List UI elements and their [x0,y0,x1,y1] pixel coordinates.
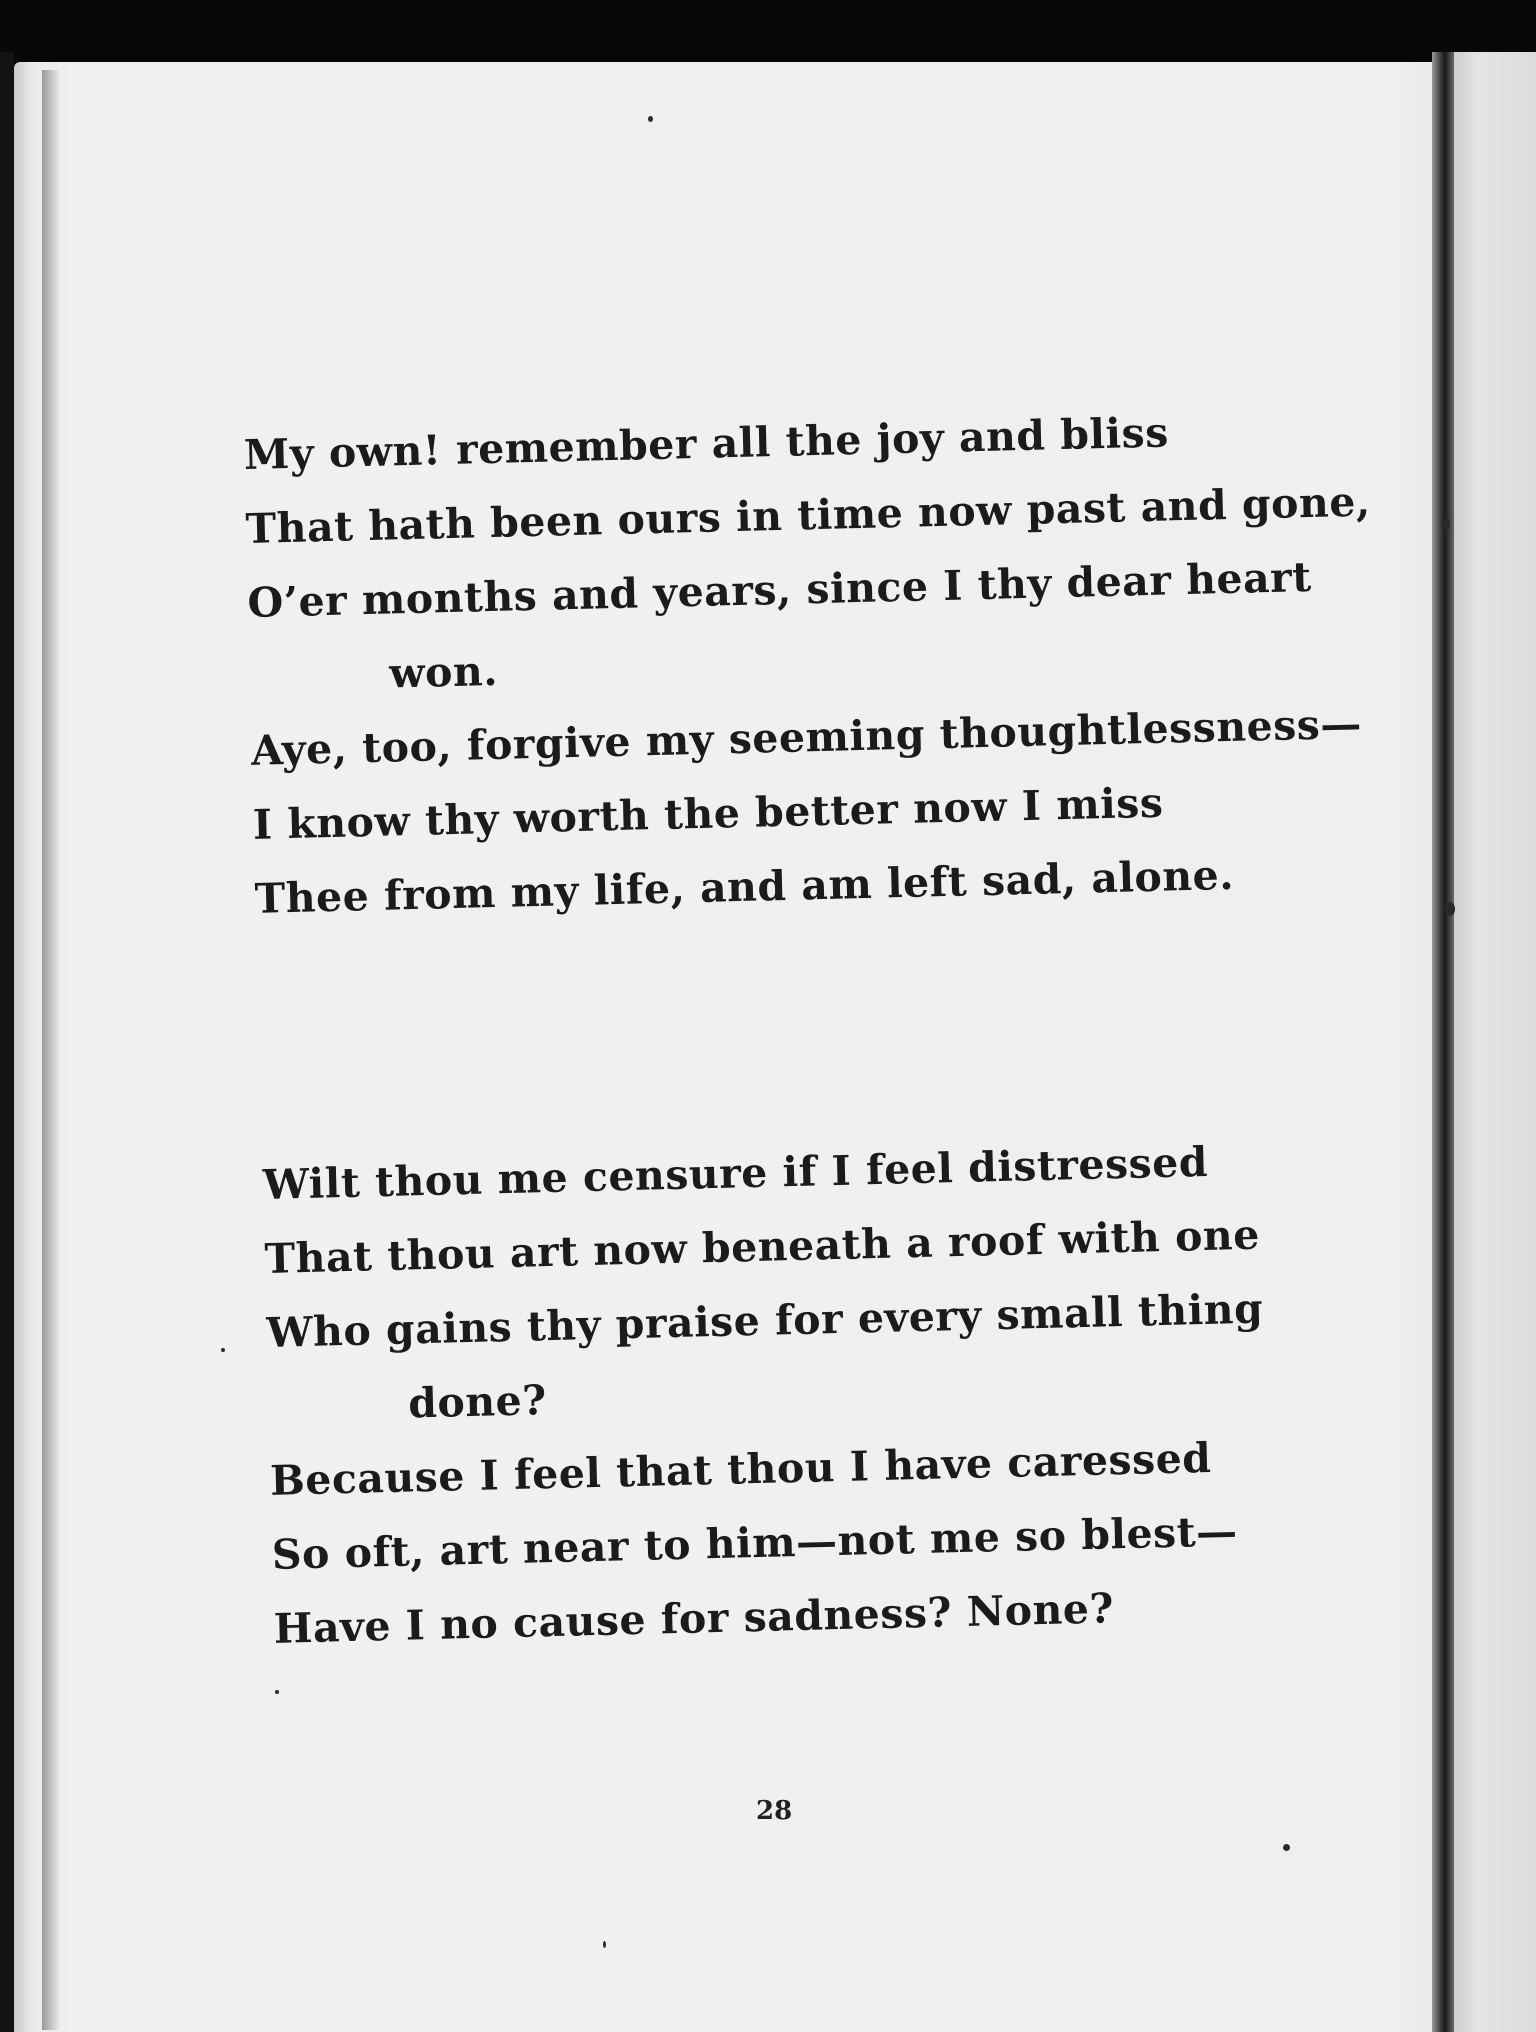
poem-line: That thou art now beneath a roof with one [264,1210,1261,1283]
paper-speck [1445,902,1455,916]
book-spine [1432,52,1454,2032]
poem-line: So oft, art near to him—not me so blest— [271,1507,1239,1579]
poem-line: Aye, too, forgive my seeming thoughtlessness— [250,699,1363,775]
page-edge-shadow [42,70,60,2030]
paper-speck [275,1690,279,1694]
poem-line: done? [407,1376,548,1428]
paper-speck [1442,518,1450,530]
page-number: 28 [756,1796,793,1826]
poem-stanza-2 [262,1124,1271,1666]
poem-line: Who gains thy praise for every small thing [265,1284,1264,1357]
paper-speck [1283,1844,1290,1851]
poem-line: Have I no cause for sadness? None? [273,1584,1115,1653]
facing-page-edge [1454,52,1536,2032]
scan-top-border [0,0,1536,52]
poem-line: I know thy worth the better now I miss [252,778,1164,849]
paper-speck [603,1941,606,1948]
poem-line: Because I feel that thou I have caressed [269,1433,1212,1505]
poem-line: My own! remember all the joy and bliss [243,408,1170,479]
poem-line: O’er months and years, since I thy dear heart [246,552,1313,627]
poem-line: Thee from my life, and am left sad, alone. [254,850,1235,923]
page-paper [14,62,1480,2032]
poem-line: Wilt thou me censure if I feel distressed [262,1137,1209,1209]
book-left-edge [0,52,14,2032]
poem-stanza-1 [243,391,1381,936]
poem-line: won. [388,646,499,698]
paper-speck [221,1348,225,1352]
poem-line: That hath been ours in time now past and gone, [245,477,1372,553]
paper-speck [648,116,653,122]
